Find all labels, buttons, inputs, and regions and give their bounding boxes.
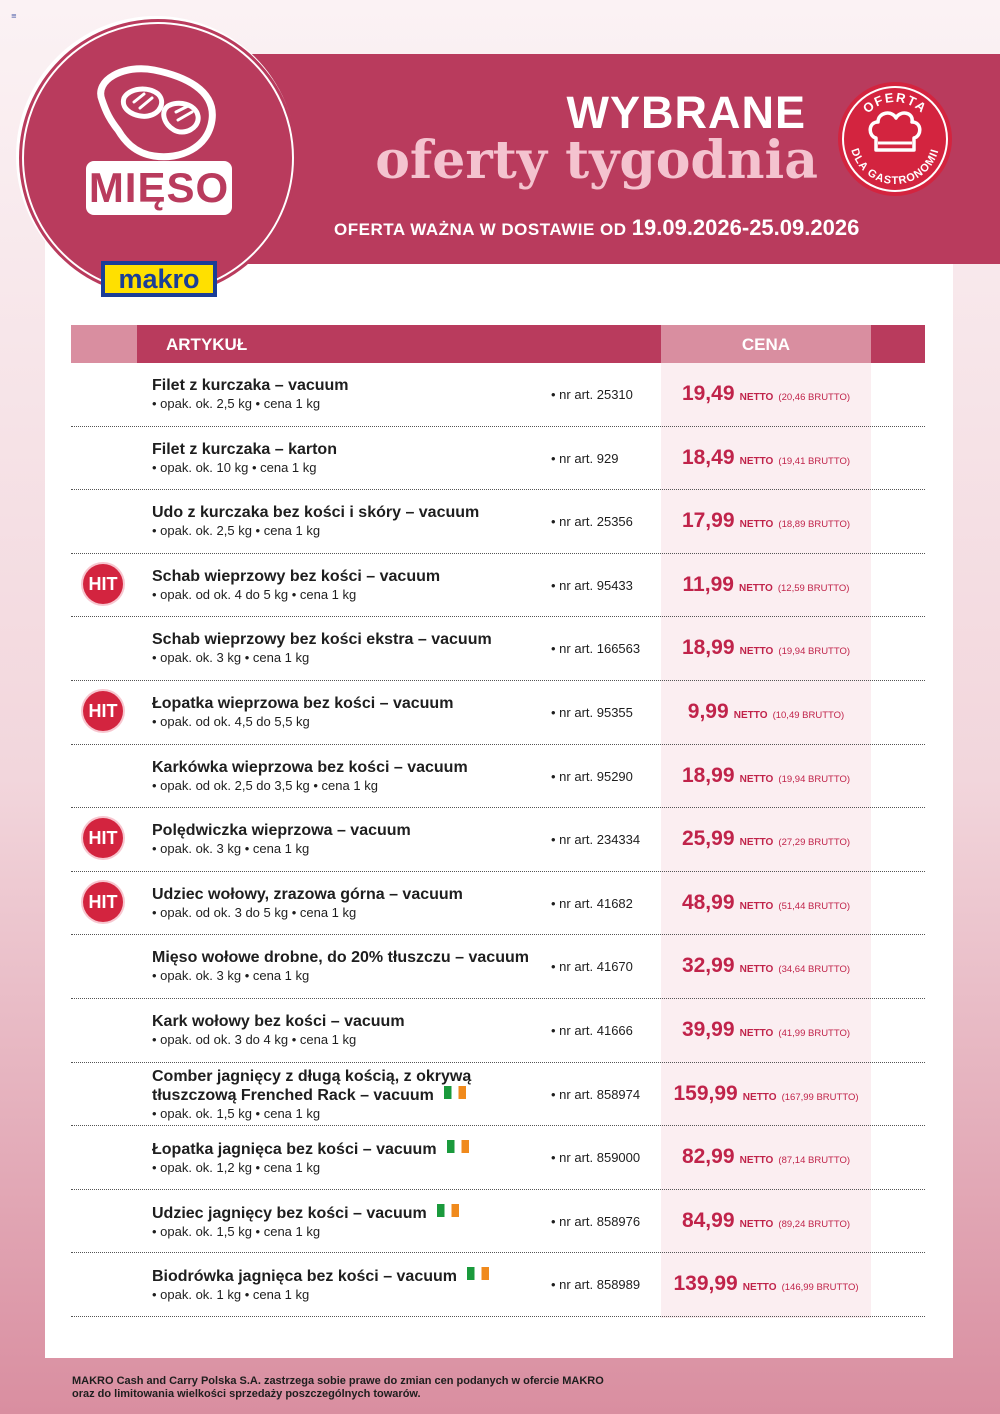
netto-label: NETTO <box>739 1027 774 1039</box>
netto-label: NETTO <box>742 1091 777 1103</box>
product-price <box>661 681 871 743</box>
product-price <box>661 1190 871 1252</box>
product-title: Mięso wołowe drobne, do 20% tłuszczu – vacuum <box>152 949 529 967</box>
product-title: Karkówka wieprzowa bez kości – vacuum <box>152 758 468 776</box>
page-title: WYBRANE <box>566 87 806 138</box>
table-row <box>71 1063 925 1127</box>
product-name <box>152 441 532 476</box>
price-netto-value: 139,99 <box>673 1272 738 1296</box>
product-detail: • opak. ok. 1 kg • cena 1 kg <box>152 1287 310 1303</box>
product-title: Comber jagnięcy z długą kością, z okrywą tłuszczową Frenched Rack – vacuum <box>152 1067 472 1104</box>
price-brutto: (19,41 BRUTTO) <box>778 455 851 467</box>
product-name <box>152 695 532 730</box>
price-brutto: (12,59 BRUTTO) <box>777 582 850 594</box>
article-number: • nr art. 234334 <box>551 832 641 848</box>
product-name <box>152 1204 532 1240</box>
price-netto-value: 18,49 <box>681 445 735 469</box>
product-price <box>661 490 871 552</box>
article-number: • nr art. 41670 <box>551 959 633 975</box>
product-price <box>661 363 871 425</box>
article-number: • nr art. 166563 <box>551 641 641 657</box>
product-title: Udo z kurczaka bez kości i skóry – vacuum <box>152 504 480 522</box>
netto-label: NETTO <box>739 582 773 594</box>
product-name <box>152 1140 532 1176</box>
product-name <box>152 949 532 984</box>
price-netto-value: 82,99 <box>681 1145 735 1169</box>
ireland-flag-icon <box>467 1267 489 1280</box>
table-row <box>71 1253 925 1317</box>
product-detail: • opak. od ok. 3 do 5 kg • cena 1 kg <box>152 904 357 920</box>
product-detail: • opak. od ok. 2,5 do 3,5 kg • cena 1 kg <box>152 777 378 793</box>
product-detail: • opak. od ok. 4,5 do 5,5 kg <box>152 713 310 729</box>
netto-label: NETTO <box>733 709 768 721</box>
product-detail: • opak. od ok. 3 do 4 kg • cena 1 kg <box>152 1031 357 1047</box>
table-row <box>71 745 925 809</box>
makro-logo[interactable] <box>101 261 217 297</box>
netto-label: NETTO <box>739 455 774 467</box>
legal-footnote <box>72 1375 604 1401</box>
validity-period <box>334 215 964 241</box>
validity-label: OFERTA WAŻNA W DOSTAWIE OD <box>334 220 632 239</box>
netto-label: NETTO <box>739 773 774 785</box>
table-row <box>71 999 925 1063</box>
netto-label: NETTO <box>739 1155 774 1167</box>
product-detail: • opak. ok. 2,5 kg • cena 1 kg <box>152 523 321 539</box>
product-name <box>152 377 532 412</box>
price-netto-value: 17,99 <box>681 509 735 533</box>
product-detail: • opak. ok. 1,5 kg • cena 1 kg <box>152 1105 321 1121</box>
netto-label: NETTO <box>739 519 774 531</box>
price-netto-value: 48,99 <box>681 890 735 914</box>
price-brutto: (87,14 BRUTTO) <box>778 1155 851 1167</box>
product-price <box>661 872 871 934</box>
price-brutto: (18,89 BRUTTO) <box>778 519 851 531</box>
product-title: Schab wieprzowy bez kości – vacuum <box>152 567 441 585</box>
table-header <box>71 325 925 363</box>
product-title: Łopatka wieprzowa bez kości – vacuum <box>152 694 454 712</box>
product-name <box>152 568 532 603</box>
hit-badge: HIT <box>83 691 123 731</box>
validity-dates: 19.09.2026-25.09.2026 <box>631 215 860 240</box>
price-netto-value: 18,99 <box>681 636 735 660</box>
product-detail: • opak. ok. 1,5 kg • cena 1 kg <box>152 1223 321 1239</box>
table-row <box>71 617 925 681</box>
ireland-flag-icon <box>444 1086 466 1099</box>
table-row <box>71 808 925 872</box>
product-price <box>661 427 871 489</box>
table-row <box>71 1190 925 1254</box>
price-brutto: (51,44 BRUTTO) <box>778 900 851 912</box>
table-row <box>71 935 925 999</box>
product-price <box>661 808 871 870</box>
product-detail: • opak. ok. 3 kg • cena 1 kg <box>152 650 310 666</box>
product-price <box>661 999 871 1061</box>
product-title: Kark wołowy bez kości – vacuum <box>152 1012 405 1030</box>
article-number: • nr art. 858989 <box>551 1277 641 1293</box>
netto-label: NETTO <box>739 1218 774 1230</box>
product-detail: • opak. od ok. 4 do 5 kg • cena 1 kg <box>152 586 357 602</box>
product-price <box>661 935 871 997</box>
netto-label: NETTO <box>739 900 774 912</box>
column-header-price: CENA <box>661 325 871 363</box>
price-brutto: (20,46 BRUTTO) <box>778 392 851 403</box>
netto-label: NETTO <box>739 837 774 849</box>
hit-badge: HIT <box>83 564 123 604</box>
price-netto-value: 32,99 <box>681 954 735 978</box>
product-title: Schab wieprzowy bez kości ekstra – vacuum <box>152 631 492 649</box>
table-row <box>71 490 925 554</box>
stamp-text-top: OFERTA <box>859 89 931 117</box>
makro-logo-text: makro <box>105 265 213 293</box>
product-price <box>661 745 871 807</box>
product-title: Udziec wołowy, zrazowa górna – vacuum <box>152 885 463 903</box>
price-brutto: (19,94 BRUTTO) <box>778 773 851 785</box>
price-netto-value: 84,99 <box>681 1208 735 1232</box>
article-number: • nr art. 929 <box>551 450 619 466</box>
article-number: • nr art. 95290 <box>551 768 633 784</box>
product-title: Filet z kurczaka – karton <box>152 440 337 458</box>
price-netto-value: 39,99 <box>681 1017 735 1041</box>
ireland-flag-icon <box>437 1204 459 1217</box>
article-number: • nr art. 95355 <box>551 704 633 720</box>
table-row <box>71 554 925 618</box>
product-price <box>661 1126 871 1188</box>
product-detail: • opak. ok. 3 kg • cena 1 kg <box>152 968 310 984</box>
price-netto-value: 18,99 <box>681 763 735 787</box>
product-title: Polędwiczka wieprzowa – vacuum <box>152 822 411 840</box>
product-name <box>152 822 532 857</box>
netto-label: NETTO <box>742 1282 777 1294</box>
price-brutto: (19,94 BRUTTO) <box>778 646 851 658</box>
page-subtitle: oferty tygodnia <box>375 130 818 191</box>
article-number: • nr art. 859000 <box>551 1150 641 1166</box>
product-name <box>152 1068 532 1122</box>
product-name <box>152 1013 532 1048</box>
category-label: MIĘSO <box>86 161 232 215</box>
product-detail: • opak. ok. 3 kg • cena 1 kg <box>152 841 310 857</box>
article-number: • nr art. 95433 <box>551 577 633 593</box>
product-title: Udziec jagnięcy bez kości – vacuum <box>152 1204 427 1222</box>
table-row <box>71 681 925 745</box>
product-price <box>661 554 871 616</box>
product-detail: • opak. ok. 10 kg • cena 1 kg <box>152 459 317 475</box>
article-number: • nr art. 858976 <box>551 1213 641 1229</box>
price-brutto: (146,99 BRUTTO) <box>781 1282 859 1294</box>
price-brutto: (10,49 BRUTTO) <box>772 709 845 721</box>
product-price <box>661 1063 871 1125</box>
article-number: • nr art. 25310 <box>551 387 633 402</box>
product-name <box>152 1267 532 1303</box>
hit-badge: HIT <box>83 882 123 922</box>
stamp-text-bottom: DLA GASTRONOMII <box>848 146 942 188</box>
article-number: • nr art. 41666 <box>551 1022 633 1038</box>
table-header-spacer <box>71 325 137 363</box>
product-title: Filet z kurczaka – vacuum <box>152 377 349 394</box>
product-detail: • opak. ok. 2,5 kg • cena 1 kg <box>152 396 321 411</box>
price-netto-value: 159,99 <box>673 1081 738 1105</box>
table-row <box>71 427 925 491</box>
article-number: • nr art. 858974 <box>551 1086 641 1102</box>
article-number: • nr art. 25356 <box>551 514 633 530</box>
price-brutto: (41,99 BRUTTO) <box>778 1027 851 1039</box>
product-title: Łopatka jagnięca bez kości – vacuum <box>152 1141 437 1159</box>
legal-footnote-line2: oraz do limitowania wielkości sprzedaży poszczególnych towarów. <box>72 1388 421 1400</box>
price-netto-value: 11,99 <box>682 572 734 596</box>
corner-mark: ≡ <box>11 12 17 20</box>
price-brutto: (167,99 BRUTTO) <box>781 1091 859 1103</box>
netto-label: NETTO <box>739 392 774 403</box>
price-brutto: (34,64 BRUTTO) <box>778 964 851 976</box>
table-row <box>71 1126 925 1190</box>
product-detail: • opak. ok. 1,2 kg • cena 1 kg <box>152 1160 321 1176</box>
price-netto-value: 19,49 <box>681 382 735 405</box>
article-number: • nr art. 41682 <box>551 895 633 911</box>
netto-label: NETTO <box>739 964 774 976</box>
product-name <box>152 886 532 921</box>
table-row <box>71 363 925 427</box>
netto-label: NETTO <box>739 646 774 658</box>
table-row <box>71 872 925 936</box>
column-header-article: ARTYKUŁ <box>166 335 248 354</box>
legal-footnote-line1: MAKRO Cash and Carry Polska S.A. zastrzega sobie prawe do zmian cen podanych w ofercie MAKRO <box>72 1375 604 1387</box>
gastronomy-stamp <box>836 80 954 198</box>
ireland-flag-icon <box>447 1140 469 1153</box>
product-price <box>661 617 871 679</box>
product-list <box>71 363 925 1317</box>
product-price <box>661 1253 871 1315</box>
product-title: Biodrówka jagnięca bez kości – vacuum <box>152 1268 457 1286</box>
product-name <box>152 631 532 666</box>
price-brutto: (89,24 BRUTTO) <box>778 1218 851 1230</box>
hit-badge: HIT <box>83 818 123 858</box>
price-netto-value: 9,99 <box>687 699 729 723</box>
price-brutto: (27,29 BRUTTO) <box>778 837 851 849</box>
price-netto-value: 25,99 <box>681 827 735 851</box>
product-name <box>152 504 532 539</box>
product-name <box>152 759 532 794</box>
